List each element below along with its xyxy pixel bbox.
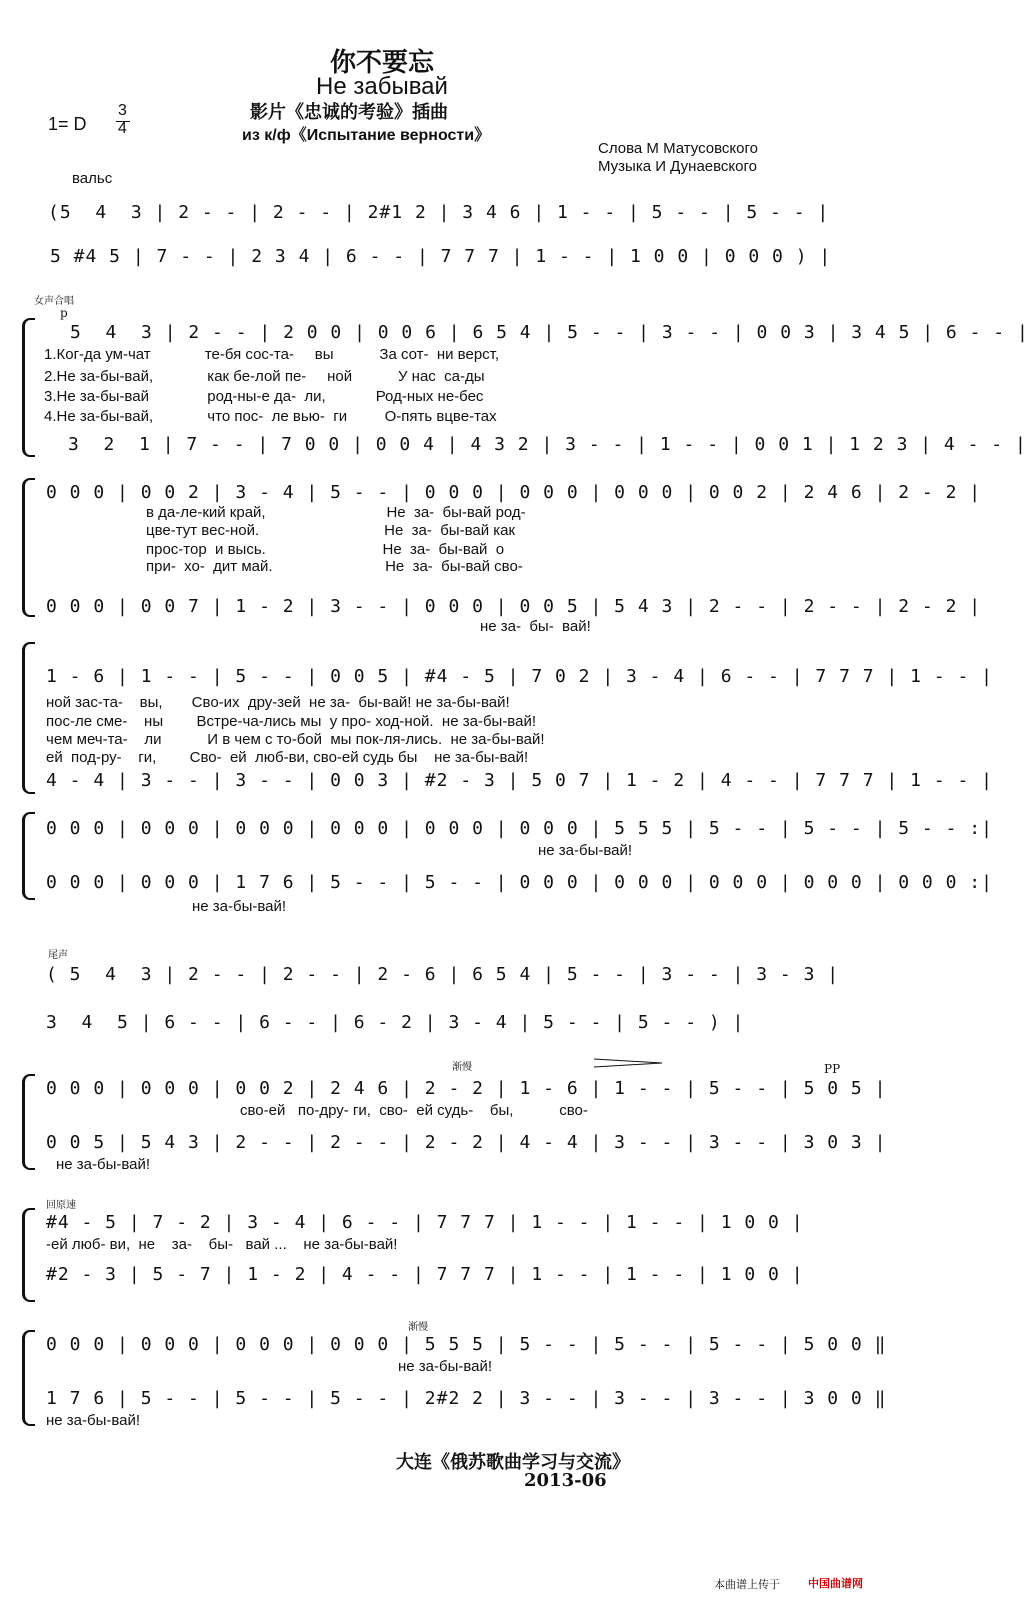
system-brace (22, 1208, 35, 1302)
staff-upper: 0 0 0 | 0 0 0 | 0 0 0 | 0 0 0 | 5 5 5 | 5 - - | 5 - - | 5 - - | 5 0 0 ‖ (46, 1334, 887, 1355)
composer: Музыка И Дунаевского (598, 158, 757, 175)
staff-lower: 0 0 5 | 5 4 3 | 2 - - | 2 - - | 2 - 2 | 4 - 4 | 3 - - | 3 - - | 3 0 3 | (46, 1132, 887, 1153)
lyric: -ей люб- ви, не за- бы- вай ... не за-бы-вай! (46, 1236, 398, 1253)
upload-note: 本曲谱上传于 (714, 1578, 780, 1591)
verse-3-lyric: 3.Не за-бы-вай род-ны-е да- ли, Род-ных не-бес (44, 388, 484, 405)
verse-4-lyric: 4.Не за-бы-вай, что пос- ле вью- ги О-пять вцве-тах (44, 408, 497, 425)
lower-lyric: не за-бы-вай! (192, 898, 287, 915)
source-credit: 大连《俄苏歌曲学习与交流》 (396, 1452, 630, 1473)
staff-lower: 1 7 6 | 5 - - | 5 - - | 5 - - | 2#2 2 | 3 - - | 3 - - | 3 - - | 3 0 0 ‖ (46, 1388, 887, 1409)
tempo-ritardando: 渐慢 (408, 1322, 428, 1333)
lower-lyric: не за-бы-вай! (46, 1412, 141, 1429)
system-brace (22, 1074, 35, 1170)
upper-lyric: не за-бы-вай! (398, 1358, 493, 1375)
verse-2-lyric: 2.Не за-бы-вай, как бе-лой пе- ной У нас са-ды (44, 368, 485, 385)
decrescendo-hairpin (592, 1056, 664, 1070)
upper-lyric: сво-ей по-дру- ги, сво- ей судь- бы, сво- (240, 1102, 588, 1119)
staff-upper: #4 - 5 | 7 - 2 | 3 - 4 | 6 - - | 7 7 7 | 1 - - | 1 - - | 1 0 0 | (46, 1212, 804, 1233)
verse-4-lyric: ей под-ру- ги, Сво- ей люб-ви, сво-ей судь бы не за-бы-вай! (46, 749, 529, 766)
date: 2013-06 (524, 1470, 607, 1491)
section-label-female-chorus: 女声合唱 (34, 296, 74, 307)
lower-lyric: не за-бы-вай! (56, 1156, 151, 1173)
verse-1-lyric: 1.Ког-да ум-чат те-бя сос-та- вы За сот- ни верст, (44, 346, 500, 363)
staff-upper: 0 0 0 | 0 0 2 | 3 - 4 | 5 - - | 0 0 0 | 0 0 0 | 0 0 0 | 0 0 2 | 2 4 6 | 2 - 2 | (46, 482, 982, 503)
staff-lower: 0 0 0 | 0 0 7 | 1 - 2 | 3 - - | 0 0 0 | 0 0 5 | 5 4 3 | 2 - - | 2 - - | 2 - 2 | (46, 596, 982, 617)
lyricist: Слова М Матусовского (598, 140, 758, 157)
site-logo[interactable]: 中国曲谱网 (808, 1577, 863, 1590)
coda-row-1: ( 5 4 3 | 2 - - | 2 - - | 2 - 6 | 6 5 4 | 5 - - | 3 - - | 3 - 3 | (46, 964, 840, 985)
verse-2-lyric: пос-ле сме- ны Встре-ча-лись мы у про- ход-ной. не за-бы-вай! (46, 713, 536, 730)
film-russian: из к/ф《Испытание верности》 (242, 127, 491, 144)
key-signature: 1= D (48, 114, 87, 134)
lower-lyric: не за- бы- вай! (480, 618, 591, 635)
film-chinese: 影片《忠诚的考验》插曲 (250, 102, 448, 123)
staff-lower: 0 0 0 | 0 0 0 | 1 7 6 | 5 - - | 5 - - | 0 0 0 | 0 0 0 | 0 0 0 | 0 0 0 | 0 0 0 :| (46, 872, 993, 893)
upper-lyric: не за-бы-вай! (538, 842, 633, 859)
dynamic-p: p (60, 306, 68, 320)
coda-label: 尾声 (48, 950, 68, 961)
staff-lower: #2 - 3 | 5 - 7 | 1 - 2 | 4 - - | 7 7 7 | 1 - - | 1 - - | 1 0 0 | (46, 1264, 804, 1285)
verse-4-lyric: при- хо- дит май. Не за- бы-вай сво- (146, 558, 523, 575)
staff-lower: 3 2 1 | 7 - - | 7 0 0 | 0 0 4 | 4 3 2 | 3 - - | 1 - - | 0 0 1 | 1 2 3 | 4 - - | (68, 434, 1027, 455)
time-sig-top: 3 (118, 102, 127, 119)
intro-row-2: 5 #4 5 | 7 - - | 2 3 4 | 6 - - | 7 7 7 | 1 - - | 1 0 0 | 0 0 0 ) | (50, 246, 832, 267)
system-brace (22, 1330, 35, 1426)
verse-1-lyric: в да-ле-кий край, Не за- бы-вай род- (146, 504, 526, 521)
system-brace (22, 478, 35, 617)
time-sig-bottom: 4 (118, 120, 127, 137)
tempo-ritardando: 渐慢 (452, 1062, 472, 1073)
tempo-marking: вальс (72, 170, 113, 187)
system-brace (22, 642, 35, 794)
staff-upper: 1 - 6 | 1 - - | 5 - - | 0 0 5 | #4 - 5 | 7 0 2 | 3 - 4 | 6 - - | 7 7 7 | 1 - - | (46, 666, 993, 687)
verse-1-lyric: ной зас-та- вы, Сво-их дру-зей не за- бы-вай! не за-бы-вай! (46, 694, 510, 711)
staff-upper: 0 0 0 | 0 0 0 | 0 0 2 | 2 4 6 | 2 - 2 | 1 - 6 | 1 - - | 5 - - | 5 0 5 | (46, 1078, 887, 1099)
verse-3-lyric: прос-тор и высь. Не за- бы-вай о (146, 541, 505, 558)
staff-upper: 0 0 0 | 0 0 0 | 0 0 0 | 0 0 0 | 0 0 0 | 0 0 0 | 5 5 5 | 5 - - | 5 - - | 5 - - :| (46, 818, 993, 839)
coda-row-2: 3 4 5 | 6 - - | 6 - - | 6 - 2 | 3 - 4 | 5 - - | 5 - - ) | (46, 1012, 745, 1033)
system-brace (22, 318, 35, 457)
dynamic-pp: PP (824, 1062, 841, 1076)
intro-row-1: (5 4 3 | 2 - - | 2 - - | 2#1 2 | 3 4 6 | 1 - - | 5 - - | 5 - - | (48, 202, 830, 223)
system-brace (22, 812, 35, 900)
staff-upper: 5 4 3 | 2 - - | 2 0 0 | 0 0 6 | 6 5 4 | 5 - - | 3 - - | 0 0 3 | 3 4 5 | 6 - - | (70, 322, 1029, 343)
title-russian: Не забывай (316, 73, 448, 100)
title-chinese: 你不要忘 (330, 48, 435, 78)
tempo-a-tempo: 回原速 (46, 1200, 76, 1211)
verse-2-lyric: цве-тут вес-ной. Не за- бы-вай как (146, 522, 516, 539)
verse-3-lyric: чем меч-та- ли И в чем с то-бой мы пок-ля-лись. не за-бы-вай! (46, 731, 545, 748)
staff-lower: 4 - 4 | 3 - - | 3 - - | 0 0 3 | #2 - 3 | 5 0 7 | 1 - 2 | 4 - - | 7 7 7 | 1 - - | (46, 770, 993, 791)
